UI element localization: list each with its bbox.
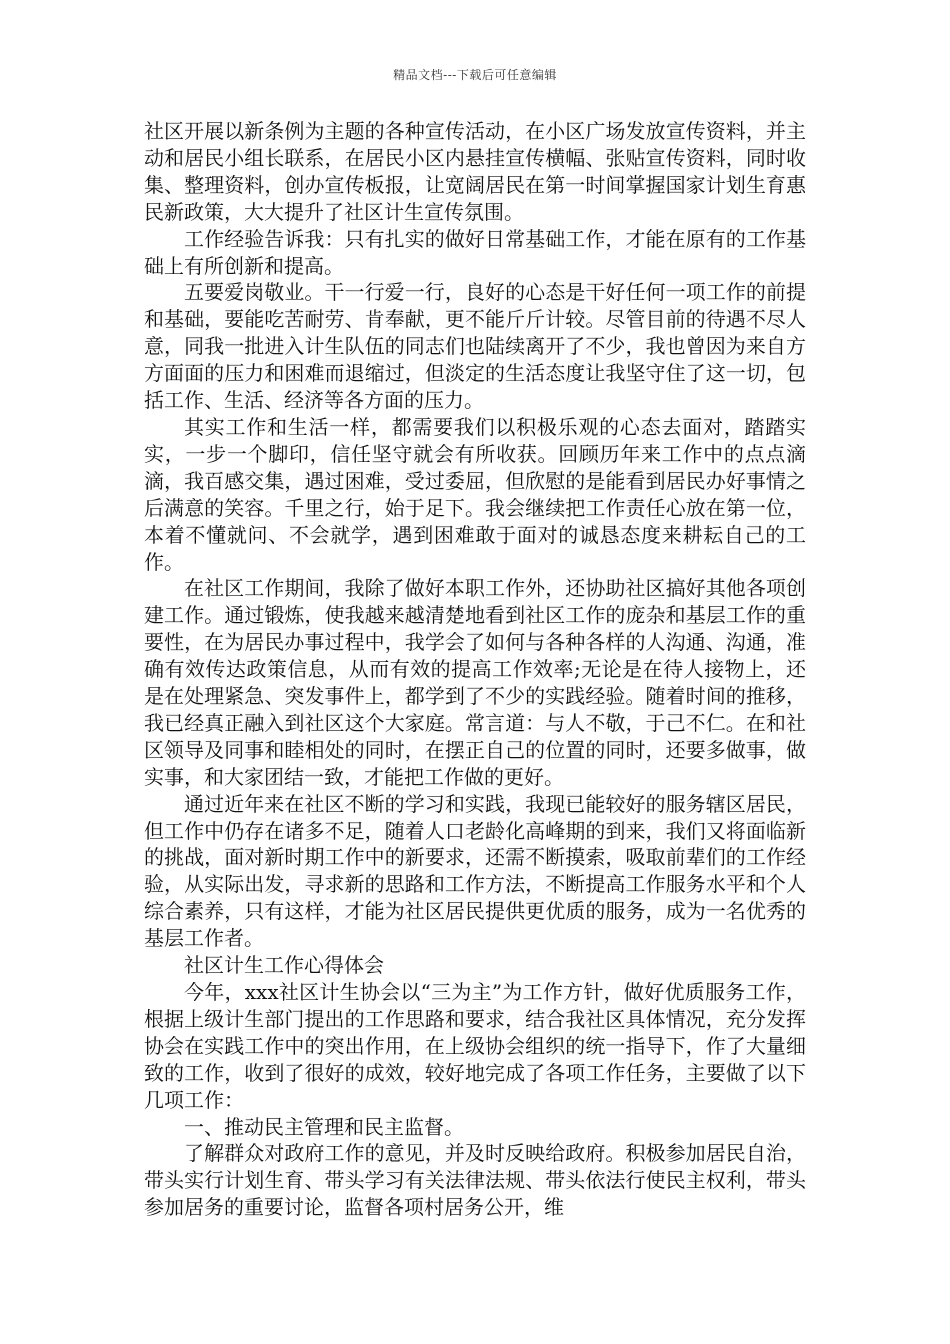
section-heading: 一、推动民主管理和民主监督。 bbox=[184, 1114, 464, 1139]
paragraph: 了解群众对政府工作的意见，并及时反映给政府。积极参加居民自治，带头实行计划生育、带头学习有关法律法规、带头依法行使民主权利，带头参加居务的重要讨论，监督各项村居务公开，维 bbox=[144, 1141, 806, 1220]
paragraph: 今年，xxx社区计生协会以“三为主”为工作方针，做好优质服务工作，根据上级计生部门提出的工作思路和要求，结合我社区具体情况，充分发挥协会在实践工作中的突出作用，在上级协会组织的统一指导下，作了大量细致的工作，收到了很好的成效，较好地完成了各项工作任务，主要做了以下几项工作： bbox=[144, 980, 806, 1112]
paragraph: 其实工作和生活一样，都需要我们以积极乐观的心态去面对，踏踏实实，一步一个脚印，信任坚守就会有所收获。回顾历年来工作中的点点滴滴，我百感交集，遇过困难，受过委屈，但欣慰的是能看到居民办好事情之后满意的笑容。千里之行，始于足下。我会继续把工作责任心放在第一位，本着不懂就问、不会就学，遇到困难敢于面对的诚恳态度来耕耘自己的工作。 bbox=[144, 414, 806, 574]
document-body bbox=[144, 118, 806, 1221]
paragraph: 通过近年来在社区不断的学习和实践，我现已能较好的服务辖区居民，但工作中仍存在诸多不足，随着人口老龄化高峰期的到来，我们又将面临新的挑战，面对新时期工作中的新要求，还需不断摸索，吸取前辈们的工作经验，从实际出发，寻求新的思路和工作方法，不断提高工作服务水平和个人综合素养，只有这样，才能为社区居民提供更优质的服务，成为一名优秀的基层工作者。 bbox=[144, 791, 806, 951]
paragraph: 五要爱岗敬业。干一行爱一行，良好的心态是干好任何一项工作的前提和基础，要能吃苦耐劳、肯奉献，更不能斤斤计较。尽管目前的待遇不尽人意，同我一批进入计生队伍的同志们也陆续离开了不少，我也曾因为来自方方面面的压力和困难而退缩过，但淡定的生活态度让我坚守住了这一切，包括工作、生活、经济等各方面的压力。 bbox=[144, 280, 806, 413]
section-title: 社区计生工作心得体会 bbox=[184, 953, 384, 978]
paragraph: 社区开展以新条例为主题的各种宣传活动，在小区广场发放宣传资料，并主动和居民小组长联系，在居民小区内悬挂宣传横幅、张贴宣传资料，同时收集、整理资料，创办宣传板报，让宽阔居民在第一时间掌握国家计划生育惠民新政策，大大提升了社区计生宣传氛围。 bbox=[144, 119, 806, 224]
page-header: 精品文档---下载后可任意编辑 bbox=[393, 68, 557, 82]
paragraph: 工作经验告诉我：只有扎实的做好日常基础工作，才能在原有的工作基础上有所创新和提高。 bbox=[144, 226, 806, 278]
paragraph: 在社区工作期间，我除了做好本职工作外，还协助社区搞好其他各项创建工作。通过锻炼，使我越来越清楚地看到社区工作的庞杂和基层工作的重要性，在为居民办事过程中，我学会了如何与各种各样的人沟通、沟通，准确有效传达政策信息，从而有效的提高工作效率;无论是在待人接物上，还是在处理紧急、突发事件上，都学到了不少的实践经验。随着时间的推移，我已经真正融入到社区这个大家庭。常言道：与人不敬，于己不仁。在和社区领导及同事和睦相处的同时，在摆正自己的位置的同时，还要多做事，做实事，和大家团结一致，才能把工作做的更好。 bbox=[144, 576, 806, 789]
